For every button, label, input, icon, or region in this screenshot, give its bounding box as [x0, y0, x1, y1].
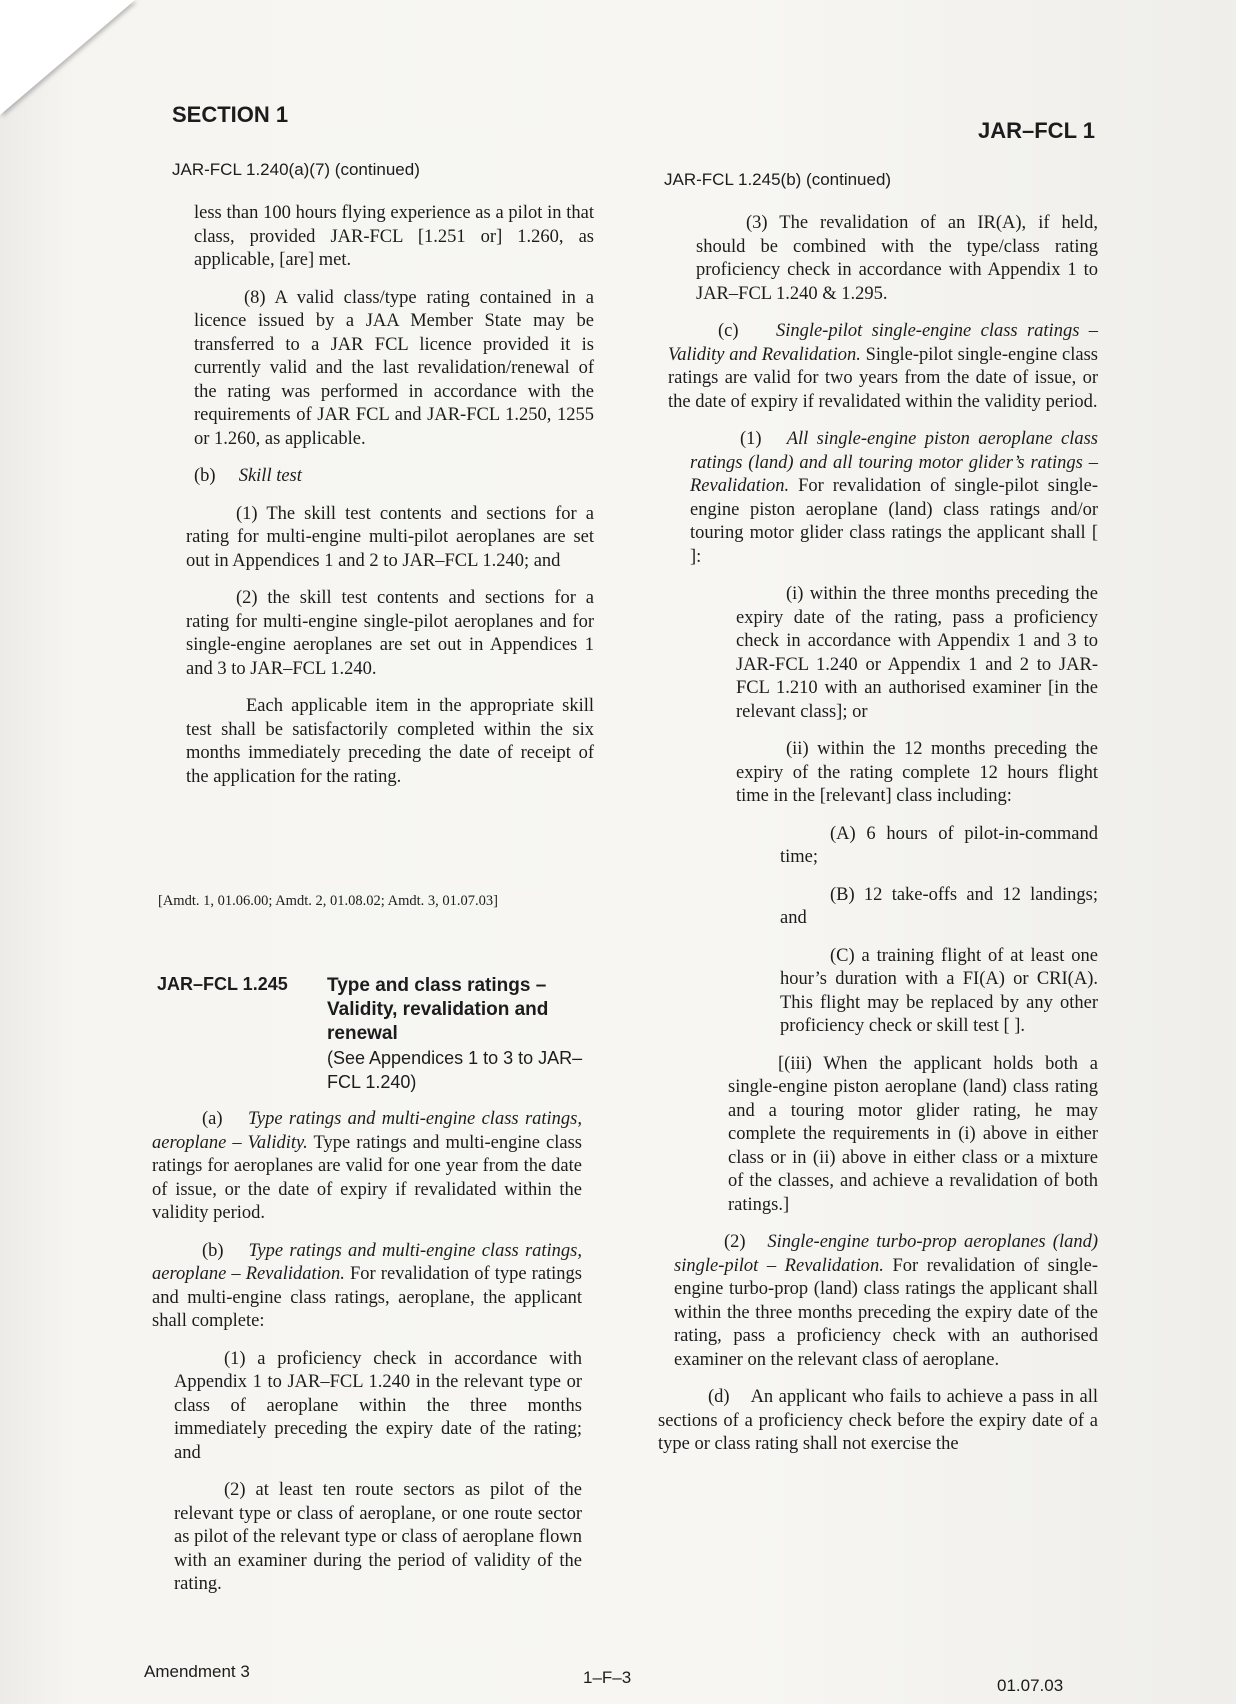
section-header: SECTION 1	[172, 102, 289, 127]
paragraph-b2-2: (2) at least ten route sectors as pilot of the relevant type or class of aeroplane, or one route sector as pilot of the relevant type or class of aeroplane flown with an examiner during the period of validity of the rating.	[174, 1480, 582, 1594]
paragraph-c1-iii: [(iii) When the applicant holds both a single-engine piston aeroplane (land) class rating and a touring motor glider rating, he may complete the requirements in (i) above in either class or in (ii) above in either class or a mixture of the classes, and achieve a revalidation of both ratings.]	[728, 1053, 1098, 1215]
paragraph-b-title	[194, 465, 594, 489]
paragraph-b2-1: (1) a proficiency check in accordance with Appendix 1 to JAR–FCL 1.240 in the relevant type or class of aeroplane within the three months immediately preceding the expiry date of the rating; and	[174, 1348, 582, 1463]
a-label: (a)	[202, 1109, 223, 1129]
amendment-note: [Amdt. 1, 01.06.00; Amdt. 2, 01.08.02; Amdt. 3, 01.07.03]	[158, 893, 498, 909]
b2-italic: Type ratings and multi-engine class ratings, aeroplane – Revalidation.	[152, 1240, 583, 1284]
footer-amendment: Amendment 3	[144, 1662, 250, 1681]
document-header: JAR–FCL 1	[978, 118, 1095, 143]
right-continued-label: JAR-FCL 1.245(b) (continued)	[664, 170, 892, 189]
c1-label: (1)	[740, 429, 762, 449]
paragraph-b3-ir: (3) The revalidation of an IR(A), if held, should be combined with the type/class rating proficiency check in accordance with Appendix 1 to JAR–FCL 1.240 & 1.295.	[696, 213, 1098, 304]
a-italic: Type ratings and multi-engine class ratings, aeroplane – Validity.	[152, 1109, 582, 1153]
d-text: An applicant who fails to achieve a pass in all sections of a proficiency check before the expiry date of a type or class rating shall not exercise the	[658, 1387, 1099, 1454]
heading-title: Type and class ratings – Validity, revalidation and renewal	[327, 975, 549, 1044]
heading-number: JAR–FCL 1.245	[157, 974, 288, 994]
left-continued-label: JAR-FCL 1.240(a)(7) (continued)	[172, 160, 420, 179]
c2-label: (2)	[724, 1232, 746, 1252]
paragraph-c1-ii: (ii) within the 12 months preceding the expiry of the rating complete 12 hours flight time in the [relevant] class including:	[736, 739, 1098, 806]
paragraph-a-validity	[152, 1108, 582, 1226]
folded-corner	[0, 0, 135, 115]
c2-text: For revalidation of single-engine turbo-prop (land) class ratings the applicant shall within the three months preceding the expiry date of the rating, pass a proficiency check with an authorised examiner on the relevant class of aeroplane.	[674, 1255, 1098, 1370]
c-text: Single-pilot single-engine class ratings are valid for two years from the date of issue, or the date of expiry if revalidated within the validity period.	[668, 344, 1098, 412]
paragraph-c1-i: (i) within the three months preceding the expiry date of the rating, pass a proficiency check in accordance with Appendix 1 and 3 to JAR-FCL 1.240 or Appendix 1 and 2 to JAR-FCL 1.210 with an authorised examiner [in the relevant class]; or	[736, 584, 1098, 722]
b-title: Skill test	[238, 466, 302, 486]
paragraph-a8: (8) A valid class/type rating contained in a licence issued by a JAA Member State may be transferred to a JAR FCL licence provided it is currently valid and the last revalidation/renewal of the rating was performed in accordance with the requirements of JAR FCL and JAR-FCL 1.250, 1255 or 1.260, as applicable.	[194, 287, 594, 449]
paragraph-c	[668, 320, 1098, 414]
paragraph-c1-C: (C) a training flight of at least one hour’s duration with a FI(A) or CRI(A). This flight may be replaced by any other proficiency check or skill test [ ].	[780, 945, 1098, 1036]
paragraph-c2	[674, 1231, 1098, 1372]
c2-italic: Single-engine turbo-prop aeroplanes (land) single-pilot – Revalidation.	[674, 1232, 1099, 1276]
c1-text: For revalidation of single-pilot single-engine piston aeroplane (land) class ratings and/or touring motor glider class ratings the applicant shall [ ]:	[690, 476, 1098, 567]
c1-italic: All single-engine piston aeroplane class ratings (land) and all touring motor glider’s ratings – Revalidation.	[690, 429, 1098, 496]
paragraph-d	[658, 1386, 1098, 1457]
paragraph-b2: (2) the skill test contents and sections for a rating for multi-engine single-pilot aeroplanes and for single-engine aeroplanes are set out in Appendices 1 and 3 to JAR–FCL 1.240.	[186, 588, 594, 679]
paragraph-c1-A: (A) 6 hours of pilot-in-command time;	[780, 823, 1098, 867]
left-column-bottom	[152, 1108, 582, 1611]
d-label: (d)	[708, 1387, 730, 1407]
b-label: (b)	[194, 466, 216, 486]
heading-see-note: (See Appendices 1 to 3 to JAR–FCL 1.240)	[327, 1048, 583, 1092]
b2-label: (b)	[202, 1240, 224, 1261]
paragraph-b3: Each applicable item in the appropriate skill test shall be satisfactorily completed within the six months immediately preceding the date of receipt of the application for the rating.	[186, 696, 594, 787]
right-column	[658, 212, 1099, 1471]
left-column-top	[162, 202, 594, 803]
c-italic: Single-pilot single-engine class ratings – Validity and Revalidation.	[668, 321, 1098, 365]
a-text: Type ratings and multi-engine class ratings for aeroplanes are valid for one year from the date of issue, or the date of expiry if revalidated within the validity period.	[152, 1132, 583, 1223]
paragraph-c1-B: (B) 12 take-offs and 12 landings; and	[780, 884, 1098, 928]
paragraph-b-revalidation	[152, 1240, 582, 1334]
paragraph-c1	[690, 428, 1098, 569]
paragraph-a7-continued: less than 100 hours flying experience as a pilot in that class, provided JAR-FCL [1.251 or] 1.260, as applicable, [are] met.	[194, 203, 594, 270]
c-label: (c)	[718, 321, 739, 341]
footer-page-number: 1–F–3	[583, 1668, 632, 1687]
footer-date: 01.07.03	[997, 1676, 1064, 1695]
b2-text: For revalidation of type ratings and multi-engine class ratings, aeroplane, the applicant shall complete:	[152, 1264, 583, 1331]
paragraph-b1: (1) The skill test contents and sections for a rating for multi-engine multi-pilot aeroplanes are set out in Appendices 1 and 2 to JAR–FCL 1.240; and	[186, 503, 594, 571]
